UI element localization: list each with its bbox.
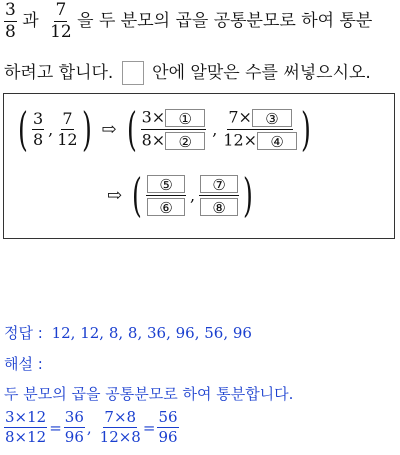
fraction-3-8: $\frac{3}{8}$ — [32, 108, 44, 149]
conversion-row-1: ( $\frac{3}{8}$ , $\frac{7}{12}$ ) ⇨ ( $\frac{\text{3× ①}}{\text{8× ②}}$ , $\frac{\text{7× ③}}{\text{12× ④}}$ ) — [18, 102, 311, 156]
question-line-1 — [4, 2, 372, 41]
question-text: 과 — [22, 11, 39, 31]
fraction-blank-1-2: $\frac{\text{3× ①}}{\text{8× ②}}$ — [141, 109, 207, 150]
blank-3[interactable]: ③ — [252, 109, 292, 127]
fraction-3x12-8x12: $\frac{3\times 12}{8\times 12}$ — [5, 408, 47, 446]
blank-5[interactable]: ⑤ — [147, 175, 185, 193]
blank-8[interactable]: ⑧ — [200, 198, 238, 216]
left-paren: ( — [126, 102, 137, 156]
conversion-row-2: ⇨ ( $\frac{\text{⑤}}{\text{⑥}}$ , $\frac{\text{⑦}}{\text{⑧}}$ ) — [107, 168, 254, 222]
left-paren: ( — [18, 102, 28, 156]
right-paren: ) — [243, 168, 254, 222]
right-arrow-icon: ⇨ — [101, 118, 117, 140]
answer-values: 12, 12, 8, 8, 36, 96, 56, 96 — [51, 324, 252, 342]
fraction-7-12: $\frac{7}{12}$ — [57, 108, 78, 149]
fraction-3-8: $\frac{3}{8}$ — [5, 0, 16, 42]
right-paren: ) — [301, 102, 311, 156]
blank-box-icon — [122, 61, 144, 85]
left-paren: ( — [132, 168, 143, 222]
explanation-equations: $\frac{3\times 12}{8\times 12}$ = $\frac{36}{96}$ , $\frac{7\times 8}{12\times 8}$ = $\frac{56}{96}$ — [5, 408, 178, 446]
right-paren: ) — [81, 102, 92, 156]
fraction-56-96: $\frac{56}{96}$ — [158, 408, 178, 446]
blank-7[interactable]: ⑦ — [200, 175, 238, 193]
right-arrow-icon: ⇨ — [107, 184, 123, 206]
fraction-7-12: $\frac{7}{12}$ — [50, 0, 72, 42]
fraction-blank-5-6 — [146, 175, 186, 216]
fraction-36-96: $\frac{36}{96}$ — [64, 408, 84, 446]
blank-1[interactable]: ① — [165, 109, 205, 127]
fraction-blank-3-4: $\frac{\text{7× ③}}{\text{12× ④}}$ — [223, 109, 297, 150]
question-text: 하려고 합니다. — [4, 63, 114, 83]
blank-2[interactable]: ② — [165, 132, 205, 150]
blank-4[interactable]: ④ — [257, 132, 297, 150]
fraction-7x8-12x8: $\frac{7\times 8}{12\times 8}$ — [99, 408, 141, 446]
fraction-blank-7-8 — [199, 175, 239, 216]
answer-label: 정답 : — [4, 324, 43, 342]
answer-line — [4, 322, 252, 343]
question-text: 을 두 분모의 곱을 공통분모로 하여 통분 — [77, 11, 373, 31]
question-line-2 — [4, 58, 371, 85]
explanation-label: 해설 : — [4, 355, 43, 373]
blank-6[interactable]: ⑥ — [147, 198, 185, 216]
question-text: 안에 알맞은 수를 써넣으시오. — [152, 63, 371, 83]
explanation-text: 두 분모의 곱을 공통분모로 하여 통분합니다. — [4, 385, 294, 403]
